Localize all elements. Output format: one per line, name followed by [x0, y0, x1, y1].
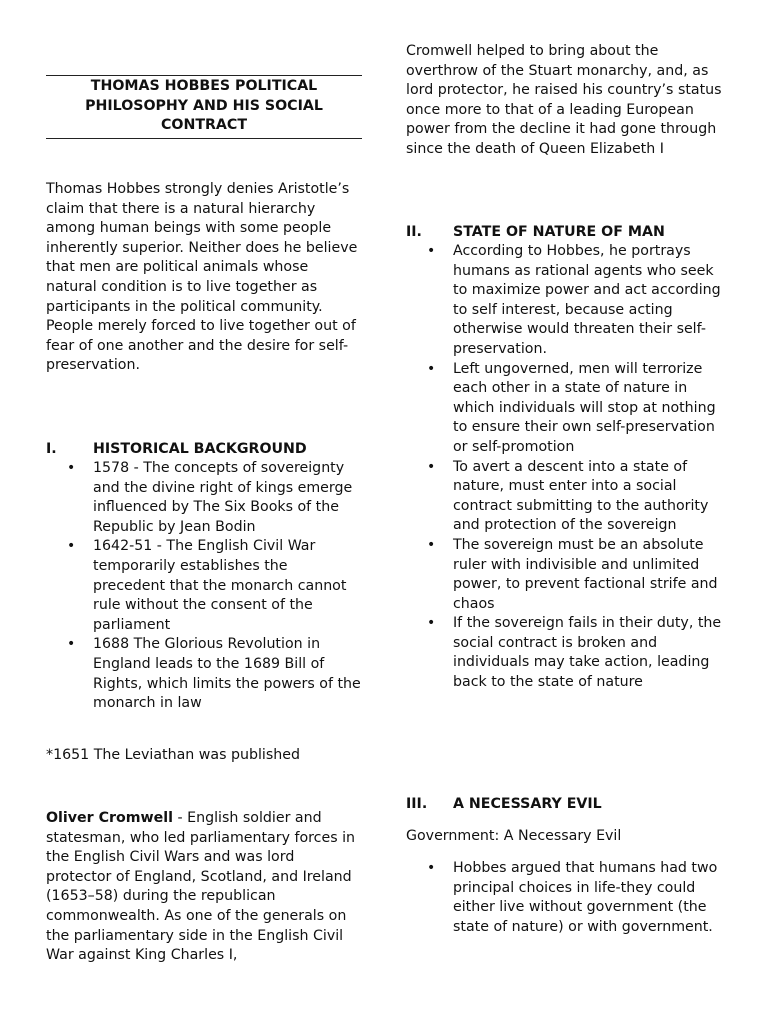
section-2-number: II. [406, 224, 422, 240]
section-2-title: STATE OF NATURE OF MAN [453, 224, 665, 240]
bullet-icon: • [67, 460, 76, 476]
section-3-subheading: Government: A Necessary Evil [406, 828, 622, 844]
section-3-list [406, 859, 726, 937]
list-item: • 1578 - The concepts of sovereignty and the divine right of kings emerge influenced by The Six Books of the Republic by Jean Bodin [67, 460, 353, 535]
list-item: • The sovereign must be an absolute ruler with indivisible and unlimited power, to prevent factional strife and chaos [427, 536, 718, 612]
list-item: • Hobbes argued that humans had two principal choices in life-they could either live without government (the state of nature) or with government. [427, 860, 718, 935]
section-3-heading [406, 795, 726, 815]
section-2-list [406, 242, 726, 693]
cromwell-name: Oliver Cromwell [46, 810, 173, 826]
cromwell-continued-paragraph: Cromwell helped to bring about the overthrow of the Stuart monarchy, and, as lord protector, he raised his country’s status once more to that of a leading European power from the decline it had gone through since the death of Queen Elizabeth I [406, 43, 722, 157]
list-item: • If the sovereign fails in their duty, the social contract is broken and individuals may take action, leading back to the state of nature [427, 615, 722, 691]
cromwell-paragraph [46, 809, 362, 966]
intro-paragraph: Thomas Hobbes strongly denies Aristotle’s claim that there is a natural hierarchy among human beings with some people inherently superior. Neither does he believe that men are political animals whose natural condition is to live together as participants in the political community. People merely forced to live together out of fear of one another and the desire for self-preservation. [46, 181, 358, 374]
list-item: • 1688 The Glorious Revolution in England leads to the 1689 Bill of Rights, which limits the powers of the monarch in law [67, 636, 361, 712]
bullet-icon: • [427, 615, 436, 632]
bullet-icon: • [427, 360, 436, 377]
list-item: • Left ungoverned, men will terrorize each other in a state of nature in which individuals will stop at nothing to ensure their own self-preservation or self-promotion [427, 360, 716, 455]
bullet-icon: • [427, 860, 436, 876]
section-1-heading [46, 440, 362, 460]
leviathan-note: *1651 The Leviathan was published [46, 747, 300, 763]
section-1-number: I. [46, 441, 57, 457]
document-title: THOMAS HOBBES POLITICAL PHILOSOPHY AND HIS SOCIAL CONTRACT [46, 75, 362, 139]
section-3-number: III. [406, 796, 428, 812]
section-3-title: A NECESSARY EVIL [453, 796, 602, 812]
cromwell-text-left: - English soldier and statesman, who led parliamentary forces in the English Civil Wars and was lord protector of England, Scotland, and Ireland (1653–58) during the republican commonwealth. As one of the generals on the parliamentary side in the English Civil War against King Charles I, [46, 810, 356, 964]
bullet-icon: • [427, 243, 436, 259]
list-item: • According to Hobbes, he portrays humans as rational agents who seek to maximize power and act according to self interest, because acting otherwise would threaten their self-preservation. [427, 243, 721, 357]
bullet-icon: • [67, 538, 76, 555]
list-item: • 1642-51 - The English Civil War temporarily establishes the precedent that the monarch cannot rule without the consent of the parliament [67, 538, 347, 633]
section-2-heading [406, 223, 726, 243]
bullet-icon: • [67, 636, 76, 653]
list-item: • To avert a descent into a state of nature, must enter into a social contract submitting to the authority and protection of the sovereign [427, 458, 709, 534]
bullet-icon: • [427, 536, 436, 553]
section-1-title: HISTORICAL BACKGROUND [93, 441, 307, 457]
bullet-icon: • [427, 458, 436, 475]
section-1-list [46, 459, 362, 714]
